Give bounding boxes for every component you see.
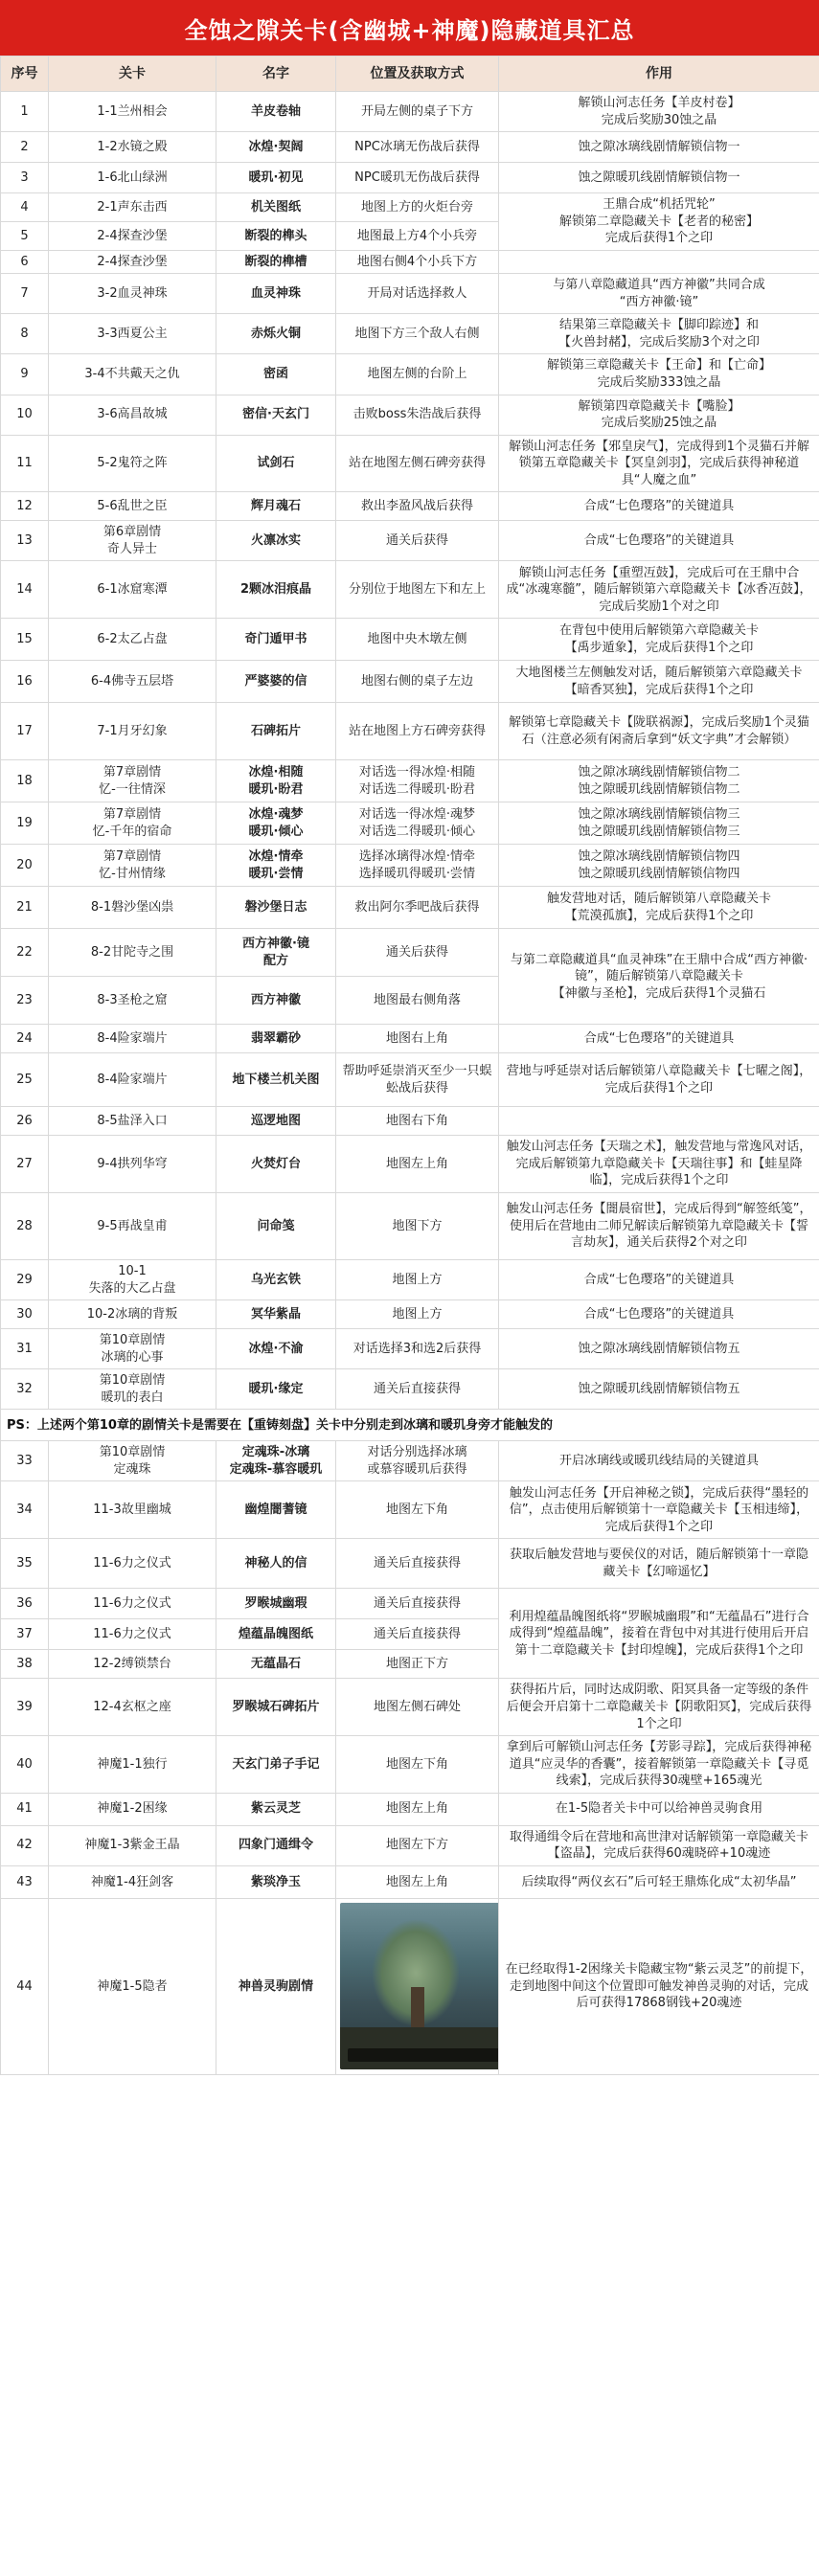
level-name: 5-6乱世之臣 <box>49 492 216 521</box>
location: 通关后直接获得 <box>336 1539 499 1589</box>
level-name: 第10章剧情 暖玑的表白 <box>49 1369 216 1410</box>
level-name: 12-2缚锁禁台 <box>49 1650 216 1679</box>
row-number: 13 <box>1 521 49 561</box>
level-name: 3-2血灵神珠 <box>49 274 216 314</box>
level-name: 第7章剧情 忆-千年的宿命 <box>49 802 216 845</box>
level-name: 第7章剧情 忆-一往情深 <box>49 760 216 802</box>
table-row <box>1 1539 819 1589</box>
level-name: 1-2水镜之殿 <box>49 132 216 163</box>
row-number: 11 <box>1 435 49 492</box>
level-name: 12-4玄枢之座 <box>49 1679 216 1736</box>
item-name: 罗睺城幽瑕 <box>216 1589 336 1619</box>
level-name: 神魔1-3紫金王晶 <box>49 1825 216 1865</box>
item-use: 触发山河志任务【开启神秘之锁】，完成后获得“墨轻的信”，点击使用后解锁第十一章隐藏关卡【玉相违缔】，完成后获得1个之印 <box>499 1481 819 1539</box>
table-header-row <box>1 56 819 92</box>
item-name: 罗睺城石碑拓片 <box>216 1679 336 1736</box>
item-name: 暖玑·初见 <box>216 163 336 193</box>
item-name: 暖玑·缘定 <box>216 1369 336 1410</box>
table-row <box>1 193 819 222</box>
item-name: 机关图纸 <box>216 193 336 222</box>
level-name: 1-1兰州相会 <box>49 92 216 132</box>
location: 救出阿尔季吧战后获得 <box>336 887 499 929</box>
location: 地图左上角 <box>336 1136 499 1193</box>
location: 通关后直接获得 <box>336 1619 499 1650</box>
row-number: 24 <box>1 1025 49 1053</box>
item-name: 紫云灵芝 <box>216 1793 336 1825</box>
item-use: 开启冰璃线或暖玑线结局的关键道具 <box>499 1441 819 1481</box>
item-use: 结果第三章隐藏关卡【脚印踪迹】和 【火兽封赭】，完成后奖励3个对之印 <box>499 314 819 354</box>
item-name: 地下楼兰机关图 <box>216 1053 336 1107</box>
row-number: 39 <box>1 1679 49 1736</box>
row-number: 41 <box>1 1793 49 1825</box>
row-number: 37 <box>1 1619 49 1650</box>
location: 开局对话选择救人 <box>336 274 499 314</box>
level-name: 神魔1-1独行 <box>49 1736 216 1794</box>
row-number: 1 <box>1 92 49 132</box>
location-screenshot <box>336 1898 499 2074</box>
item-use: 大地图楼兰左侧触发对话，随后解锁第六章隐藏关卡【暗香冥独】，完成后获得1个之印 <box>499 661 819 703</box>
level-name: 神魔1-5隐者 <box>49 1898 216 2074</box>
level-name: 3-4不共戴天之仇 <box>49 354 216 395</box>
item-name: 西方神徽·镜 配方 <box>216 929 336 977</box>
item-use <box>499 250 819 274</box>
item-use: 合成“七色璎珞”的关键道具 <box>499 1260 819 1300</box>
location: 地图下方 <box>336 1193 499 1260</box>
level-name: 神魔1-2困缘 <box>49 1793 216 1825</box>
row-number: 19 <box>1 802 49 845</box>
location: 地图左上角 <box>336 1865 499 1898</box>
level-name: 第10章剧情 冰璃的心事 <box>49 1329 216 1369</box>
item-name: 煌蕴晶魄图纸 <box>216 1619 336 1650</box>
location: 地图最右侧角落 <box>336 977 499 1025</box>
row-number: 33 <box>1 1441 49 1481</box>
level-name: 9-5再战皇甫 <box>49 1193 216 1260</box>
location: 开局左侧的桌子下方 <box>336 92 499 132</box>
item-name: 幽煌闇蓍镜 <box>216 1481 336 1539</box>
game-scene-image <box>340 1903 499 2069</box>
item-use: 蚀之隙冰璃线剧情解锁信物三 蚀之隙暖玑线剧情解锁信物三 <box>499 802 819 845</box>
row-number: 31 <box>1 1329 49 1369</box>
item-name: 羊皮卷轴 <box>216 92 336 132</box>
table-row <box>1 1793 819 1825</box>
table-row <box>1 802 819 845</box>
row-number: 18 <box>1 760 49 802</box>
item-use: 解锁山河志任务【邪皇戾气】，完成得到1个灵猫石并解锁第五章隐藏关卡【冥皇剑羽】，完成后获得神秘道具“人魔之血” <box>499 435 819 492</box>
location: 地图右侧的桌子左边 <box>336 661 499 703</box>
item-use: 蚀之隙冰璃线剧情解锁信物五 <box>499 1329 819 1369</box>
level-name: 8-3圣枪之窟 <box>49 977 216 1025</box>
level-name: 6-2太乙占盘 <box>49 619 216 661</box>
row-number: 16 <box>1 661 49 703</box>
item-name: 西方神徽 <box>216 977 336 1025</box>
row-number: 43 <box>1 1865 49 1898</box>
row-number: 34 <box>1 1481 49 1539</box>
location: 地图右侧4个小兵下方 <box>336 250 499 274</box>
item-use: 与第八章隐藏道具“西方神徽”共同合成 “西方神徽·镜” <box>499 274 819 314</box>
item-name: 火焚灯台 <box>216 1136 336 1193</box>
row-number: 21 <box>1 887 49 929</box>
location: 对话选择3和选2后获得 <box>336 1329 499 1369</box>
item-use: 取得通缉令后在营地和高世津对话解锁第一章隐藏关卡【盗晶】，完成后获得60魂晓碎+10魂迹 <box>499 1825 819 1865</box>
level-name: 2-4探查沙堡 <box>49 250 216 274</box>
item-use: 触发山河志任务【天瑞之术】，触发营地与常逸风对话，完成后解锁第九章隐藏关卡【天瑞往事】和【蛙星降临】，完成后获得1个之印 <box>499 1136 819 1193</box>
table-row <box>1 887 819 929</box>
item-use: 在背包中使用后解锁第六章隐藏关卡 【禹步遁象】，完成后获得1个之印 <box>499 619 819 661</box>
item-name: 定魂珠-冰璃 定魂珠-慕容暖玑 <box>216 1441 336 1481</box>
table-row <box>1 1679 819 1736</box>
level-name: 11-3故里幽城 <box>49 1481 216 1539</box>
item-use: 王鼎合成“机括咒轮” 解锁第二章隐藏关卡【老者的秘密】 完成后获得1个之印 <box>499 193 819 251</box>
table-row <box>1 929 819 977</box>
row-number: 38 <box>1 1650 49 1679</box>
location: 地图上方的火炬台旁 <box>336 193 499 222</box>
ps-note: PS：上述两个第10章的剧情关卡是需要在【重铸刻盘】关卡中分别走到冰璃和暖玑身旁才能触发的 <box>1 1410 819 1441</box>
item-name: 问命笺 <box>216 1193 336 1260</box>
header-level: 关卡 <box>49 56 216 92</box>
level-name: 第6章剧情 奇人异士 <box>49 521 216 561</box>
location: 地图下方三个敌人右侧 <box>336 314 499 354</box>
table-row <box>1 619 819 661</box>
location: 选择冰璃得冰煌·情牵 选择暖玑得暖玑·尝情 <box>336 845 499 887</box>
item-name: 血灵神珠 <box>216 274 336 314</box>
location: 地图右下角 <box>336 1107 499 1136</box>
location: 地图左下角 <box>336 1481 499 1539</box>
header-name: 名字 <box>216 56 336 92</box>
table-row <box>1 132 819 163</box>
row-number: 32 <box>1 1369 49 1410</box>
item-use: 获得拓片后，同时达成阴歌、阳冥具备一定等级的条件后便会开启第十二章隐藏关卡【阴歌阳冥】，完成后获得1个之印 <box>499 1679 819 1736</box>
table-row <box>1 1441 819 1481</box>
table-row <box>1 250 819 274</box>
level-name: 第10章剧情 定魂珠 <box>49 1441 216 1481</box>
item-name: 冥华紫晶 <box>216 1300 336 1329</box>
level-name: 9-4拱列华穹 <box>49 1136 216 1193</box>
level-name: 8-5盐泽入口 <box>49 1107 216 1136</box>
item-use: 在已经取得1-2困缘关卡隐藏宝物“紫云灵芝”的前提下，走到地图中间这个位置即可触发神兽灵驹的对话，完成后可获得17868钢钱+20魂迹 <box>499 1898 819 2074</box>
row-number: 2 <box>1 132 49 163</box>
dialog-caption-bar <box>348 2048 499 2062</box>
item-use: 合成“七色璎珞”的关键道具 <box>499 1025 819 1053</box>
item-use: 蚀之隙冰璃线剧情解锁信物二 蚀之隙暖玑线剧情解锁信物二 <box>499 760 819 802</box>
table-row <box>1 1053 819 1107</box>
item-name: 试剑石 <box>216 435 336 492</box>
row-number: 14 <box>1 561 49 619</box>
level-name: 11-6力之仪式 <box>49 1589 216 1619</box>
item-name: 冰煌·魂梦 暖玑·倾心 <box>216 802 336 845</box>
table-row <box>1 1481 819 1539</box>
location: 通关后直接获得 <box>336 1369 499 1410</box>
location: 帮助呼延崇消灭至少一只蜈蚣战后获得 <box>336 1053 499 1107</box>
table-row <box>1 760 819 802</box>
item-name: 神兽灵驹剧情 <box>216 1898 336 2074</box>
item-use: 蚀之隙冰璃线剧情解锁信物四 蚀之隙暖玑线剧情解锁信物四 <box>499 845 819 887</box>
ps-note-row <box>1 1410 819 1441</box>
item-use: 合成“七色璎珞”的关键道具 <box>499 521 819 561</box>
level-name: 5-2鬼符之阵 <box>49 435 216 492</box>
row-number: 9 <box>1 354 49 395</box>
item-name: 冰煌·相随 暖玑·盼君 <box>216 760 336 802</box>
item-use: 触发营地对话，随后解锁第八章隐藏关卡 【荒漠孤旗】，完成后获得1个之印 <box>499 887 819 929</box>
level-name: 11-6力之仪式 <box>49 1539 216 1589</box>
item-use: 利用煌蕴晶魄图纸将“罗睺城幽瑕”和“无蕴晶石”进行合成得到“煌蕴晶魄”，接着在背包中对其进行使用后开启第十二章隐藏关卡【封印煌魄】，完成后获得1个之印 <box>499 1589 819 1679</box>
row-number: 22 <box>1 929 49 977</box>
items-table <box>0 56 819 2075</box>
item-use: 解锁第七章隐藏关卡【陇联祸源】，完成后奖励1个灵猫石（注意必须有闲斋后拿到“妖文字典”才会解锁） <box>499 703 819 760</box>
row-number: 8 <box>1 314 49 354</box>
item-name: 无蕴晶石 <box>216 1650 336 1679</box>
row-number: 4 <box>1 193 49 222</box>
table-row <box>1 492 819 521</box>
item-use: 获取后触发营地与要侯仪的对话，随后解锁第十一章隐藏关卡【幻啼遥忆】 <box>499 1539 819 1589</box>
item-name: 翡翠霸砂 <box>216 1025 336 1053</box>
item-name: 断裂的榫头 <box>216 221 336 250</box>
item-name: 磐沙堡日志 <box>216 887 336 929</box>
row-number: 36 <box>1 1589 49 1619</box>
item-use: 合成“七色璎珞”的关键道具 <box>499 492 819 521</box>
level-name: 6-4佛寺五层塔 <box>49 661 216 703</box>
location: 地图左侧石碑处 <box>336 1679 499 1736</box>
level-name: 6-1冰窟寒潭 <box>49 561 216 619</box>
location: 站在地图上方石碑旁获得 <box>336 703 499 760</box>
item-use: 拿到后可解锁山河志任务【芳影寻踪】，完成后获得神秘道具“应灵华的香囊”，接着解锁第一章隐藏关卡【寻觅线索】，完成后获得30魂壁+165魂光 <box>499 1736 819 1794</box>
item-use: 蚀之隙暖玑线剧情解锁信物一 <box>499 163 819 193</box>
table-row <box>1 1300 819 1329</box>
item-use: 在1-5隐者关卡中可以给神兽灵驹食用 <box>499 1793 819 1825</box>
table-row <box>1 1898 819 2074</box>
row-number: 17 <box>1 703 49 760</box>
row-number: 6 <box>1 250 49 274</box>
page-title: 全蚀之隙关卡(含幽城+神魔)隐藏道具汇总 <box>0 0 819 56</box>
item-use: 解锁第四章隐藏关卡【嘴脸】 完成后奖励25蚀之晶 <box>499 395 819 435</box>
item-name: 天玄门弟子手记 <box>216 1736 336 1794</box>
table-row <box>1 1025 819 1053</box>
item-use: 营地与呼延崇对话后解锁第八章隐藏关卡【七曜之阁】，完成后获得1个之印 <box>499 1053 819 1107</box>
item-use: 触发山河志任务【闇晨宿世】，完成后得到“解签纸笺”，使用后在营地由二师兄解读后解锁第九章隐藏关卡【誓言劫灰】，通关后获得2个对之印 <box>499 1193 819 1260</box>
table-row <box>1 703 819 760</box>
item-name: 奇门遁甲书 <box>216 619 336 661</box>
location: 地图左侧的台阶上 <box>336 354 499 395</box>
location: 击败boss朱浩战后获得 <box>336 395 499 435</box>
location: 分别位于地图左下和左上 <box>336 561 499 619</box>
level-name: 3-6高昌故城 <box>49 395 216 435</box>
table-row <box>1 1107 819 1136</box>
item-use: 后续取得“两仪玄石”后可轻王鼎炼化成“太初华晶” <box>499 1865 819 1898</box>
row-number: 20 <box>1 845 49 887</box>
table-row <box>1 354 819 395</box>
table-body <box>1 92 819 2075</box>
item-name: 辉月魂石 <box>216 492 336 521</box>
row-number: 26 <box>1 1107 49 1136</box>
table-row <box>1 1260 819 1300</box>
row-number: 5 <box>1 221 49 250</box>
row-number: 29 <box>1 1260 49 1300</box>
location: 对话分别选择冰璃 或慕容暖玑后获得 <box>336 1441 499 1481</box>
item-name: 乌光玄铁 <box>216 1260 336 1300</box>
location: 地图正下方 <box>336 1650 499 1679</box>
row-number: 28 <box>1 1193 49 1260</box>
location: 地图右上角 <box>336 1025 499 1053</box>
row-number: 10 <box>1 395 49 435</box>
level-name: 7-1月牙幻象 <box>49 703 216 760</box>
table-row <box>1 661 819 703</box>
row-number: 12 <box>1 492 49 521</box>
table-row <box>1 845 819 887</box>
table-row <box>1 1329 819 1369</box>
location: 地图左上角 <box>336 1793 499 1825</box>
location: 通关后获得 <box>336 521 499 561</box>
row-number: 7 <box>1 274 49 314</box>
location: 地图左下方 <box>336 1825 499 1865</box>
location: NPC冰璃无伤战后获得 <box>336 132 499 163</box>
row-number: 15 <box>1 619 49 661</box>
item-name: 冰煌·情牵 暖玑·尝情 <box>216 845 336 887</box>
location: 通关后获得 <box>336 929 499 977</box>
item-name: 密信·天玄门 <box>216 395 336 435</box>
item-name: 2颗冰泪痕晶 <box>216 561 336 619</box>
location: 站在地图左侧石碑旁获得 <box>336 435 499 492</box>
level-name: 11-6力之仪式 <box>49 1619 216 1650</box>
location: NPC暖玑无伤战后获得 <box>336 163 499 193</box>
level-name: 2-4探查沙堡 <box>49 221 216 250</box>
table-row <box>1 1736 819 1794</box>
row-number: 44 <box>1 1898 49 2074</box>
row-number: 42 <box>1 1825 49 1865</box>
table-row <box>1 1369 819 1410</box>
item-name: 严婆婆的信 <box>216 661 336 703</box>
item-name: 赤烁火铜 <box>216 314 336 354</box>
level-name: 8-4险家端片 <box>49 1025 216 1053</box>
header-use: 作用 <box>499 56 819 92</box>
item-use: 与第二章隐藏道具“血灵神珠”在王鼎中合成“西方神徽·镜”，随后解锁第八章隐藏关卡 【神徽与圣枪】，完成后获得1个灵猫石 <box>499 929 819 1025</box>
item-use: 解锁山河志任务【羊皮村卷】 完成后奖励30蚀之晶 <box>499 92 819 132</box>
location: 地图左下角 <box>336 1736 499 1794</box>
item-use: 解锁山河志任务【重塑冱鼓】，完成后可在王鼎中合成“冰魂寒髓”，随后解锁第六章隐藏关卡【冰香冱鼓】，完成后奖励1个对之印 <box>499 561 819 619</box>
table-row <box>1 1865 819 1898</box>
row-number: 30 <box>1 1300 49 1329</box>
level-name: 10-2冰璃的背叛 <box>49 1300 216 1329</box>
table-row <box>1 435 819 492</box>
item-use <box>499 1107 819 1136</box>
item-name: 四象门通缉令 <box>216 1825 336 1865</box>
item-use: 蚀之隙暖玑线剧情解锁信物五 <box>499 1369 819 1410</box>
table-row <box>1 395 819 435</box>
header-no: 序号 <box>1 56 49 92</box>
item-use: 蚀之隙冰璃线剧情解锁信物一 <box>499 132 819 163</box>
item-name: 神秘人的信 <box>216 1539 336 1589</box>
level-name: 2-1声东击西 <box>49 193 216 222</box>
row-number: 27 <box>1 1136 49 1193</box>
location: 对话选一得冰煌·相随 对话选二得暖玑·盼君 <box>336 760 499 802</box>
level-name: 神魔1-4狂剑客 <box>49 1865 216 1898</box>
item-use: 解锁第三章隐藏关卡【王命】和【亡命】 完成后奖励333蚀之晶 <box>499 354 819 395</box>
item-name: 冰煌·不渝 <box>216 1329 336 1369</box>
level-name: 3-3西夏公主 <box>49 314 216 354</box>
item-use: 合成“七色璎珞”的关键道具 <box>499 1300 819 1329</box>
item-name: 火凛冰实 <box>216 521 336 561</box>
table-row <box>1 163 819 193</box>
row-number: 3 <box>1 163 49 193</box>
table-row <box>1 1136 819 1193</box>
row-number: 23 <box>1 977 49 1025</box>
level-name: 10-1 失落的大乙占盘 <box>49 1260 216 1300</box>
row-number: 40 <box>1 1736 49 1794</box>
header-location: 位置及获取方式 <box>336 56 499 92</box>
location: 救出李盈风战后获得 <box>336 492 499 521</box>
item-name: 石碑拓片 <box>216 703 336 760</box>
location: 通关后直接获得 <box>336 1589 499 1619</box>
location: 地图中央木墩左侧 <box>336 619 499 661</box>
location: 对话选一得冰煌·魂梦 对话选二得暖玑·倾心 <box>336 802 499 845</box>
level-name: 1-6北山绿洲 <box>49 163 216 193</box>
location: 地图上方 <box>336 1260 499 1300</box>
level-name: 8-4险家端片 <box>49 1053 216 1107</box>
item-name: 紫琰净玉 <box>216 1865 336 1898</box>
level-name: 8-1磐沙堡凶祟 <box>49 887 216 929</box>
table-row <box>1 561 819 619</box>
table-row <box>1 1825 819 1865</box>
table-row <box>1 274 819 314</box>
item-name: 密函 <box>216 354 336 395</box>
level-name: 8-2甘陀寺之围 <box>49 929 216 977</box>
row-number: 25 <box>1 1053 49 1107</box>
table-row <box>1 521 819 561</box>
location: 地图最上方4个小兵旁 <box>336 221 499 250</box>
table-row <box>1 92 819 132</box>
table-row <box>1 314 819 354</box>
row-number: 35 <box>1 1539 49 1589</box>
table-row <box>1 1193 819 1260</box>
item-name: 巡逻地图 <box>216 1107 336 1136</box>
item-name: 断裂的榫槽 <box>216 250 336 274</box>
level-name: 第7章剧情 忆-甘州情缘 <box>49 845 216 887</box>
table-row <box>1 1589 819 1619</box>
item-name: 冰煌·契阔 <box>216 132 336 163</box>
location: 地图上方 <box>336 1300 499 1329</box>
